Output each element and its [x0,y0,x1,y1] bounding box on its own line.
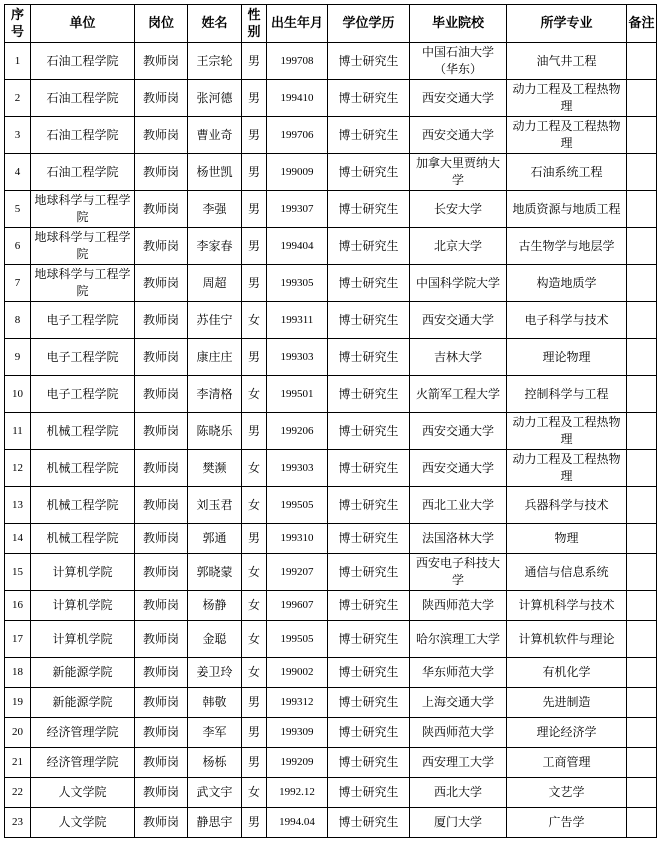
cell-index: 4 [5,154,31,191]
cell-gender: 女 [242,302,267,339]
table-row [5,591,657,621]
cell-school: 西北工业大学 [410,487,507,524]
cell-position: 教师岗 [135,376,188,413]
cell-degree: 博士研究生 [328,376,410,413]
table-row [5,413,657,450]
cell-index: 21 [5,748,31,778]
cell-name: 刘玉君 [188,487,242,524]
table-row [5,524,657,554]
cell-school: 西安电子科技大学 [410,554,507,591]
cell-school: 华东师范大学 [410,658,507,688]
cell-major: 工商管理 [507,748,627,778]
cell-unit: 地球科学与工程学院 [31,228,135,265]
cell-position: 教师岗 [135,43,188,80]
cell-note [627,228,657,265]
cell-school: 法国洛林大学 [410,524,507,554]
cell-gender: 男 [242,808,267,838]
cell-name: 静思宇 [188,808,242,838]
header-index: 序号 [5,5,31,43]
cell-degree: 博士研究生 [328,718,410,748]
cell-gender: 男 [242,339,267,376]
cell-school: 西安交通大学 [410,117,507,154]
cell-name: 张河德 [188,80,242,117]
cell-degree: 博士研究生 [328,591,410,621]
cell-degree: 博士研究生 [328,302,410,339]
table-row [5,339,657,376]
cell-birth: 199206 [267,413,328,450]
cell-school: 中国科学院大学 [410,265,507,302]
cell-birth: 199410 [267,80,328,117]
cell-note [627,748,657,778]
cell-birth: 199307 [267,191,328,228]
header-school: 毕业院校 [410,5,507,43]
cell-unit: 机械工程学院 [31,487,135,524]
cell-major: 理论经济学 [507,718,627,748]
cell-note [627,339,657,376]
cell-birth: 199009 [267,154,328,191]
cell-unit: 石油工程学院 [31,80,135,117]
cell-note [627,487,657,524]
cell-index: 5 [5,191,31,228]
cell-note [627,191,657,228]
cell-name: 杨栎 [188,748,242,778]
personnel-table [4,4,657,838]
cell-school: 哈尔滨理工大学 [410,621,507,658]
table-row [5,265,657,302]
cell-degree: 博士研究生 [328,228,410,265]
header-degree: 学位学历 [328,5,410,43]
cell-school: 西安交通大学 [410,80,507,117]
cell-position: 教师岗 [135,524,188,554]
cell-major: 石油系统工程 [507,154,627,191]
table-body [5,43,657,838]
table-row [5,191,657,228]
cell-unit: 计算机学院 [31,591,135,621]
cell-school: 吉林大学 [410,339,507,376]
cell-degree: 博士研究生 [328,778,410,808]
cell-birth: 1992.12 [267,778,328,808]
table-row [5,80,657,117]
cell-school: 中国石油大学（华东） [410,43,507,80]
cell-index: 19 [5,688,31,718]
cell-index: 11 [5,413,31,450]
cell-school: 西北大学 [410,778,507,808]
cell-degree: 博士研究生 [328,413,410,450]
cell-school: 火箭军工程大学 [410,376,507,413]
cell-note [627,376,657,413]
cell-note [627,302,657,339]
cell-school: 西安理工大学 [410,748,507,778]
cell-position: 教师岗 [135,339,188,376]
cell-unit: 人文学院 [31,778,135,808]
table-row [5,778,657,808]
table-row [5,302,657,339]
cell-degree: 博士研究生 [328,117,410,154]
table-row [5,554,657,591]
table-row [5,621,657,658]
header-major: 所学专业 [507,5,627,43]
cell-index: 1 [5,43,31,80]
cell-unit: 电子工程学院 [31,339,135,376]
cell-name: 王宗轮 [188,43,242,80]
header-note: 备注 [627,5,657,43]
cell-major: 计算机科学与技术 [507,591,627,621]
cell-position: 教师岗 [135,450,188,487]
cell-index: 16 [5,591,31,621]
cell-gender: 男 [242,524,267,554]
header-birth: 出生年月 [267,5,328,43]
cell-school: 西安交通大学 [410,413,507,450]
cell-unit: 机械工程学院 [31,413,135,450]
cell-birth: 199310 [267,524,328,554]
cell-birth: 1994.04 [267,808,328,838]
cell-name: 李强 [188,191,242,228]
cell-birth: 199209 [267,748,328,778]
cell-position: 教师岗 [135,554,188,591]
table-row [5,376,657,413]
cell-school: 长安大学 [410,191,507,228]
cell-school: 陕西师范大学 [410,718,507,748]
cell-birth: 199505 [267,621,328,658]
cell-major: 动力工程及工程热物理 [507,413,627,450]
cell-note [627,154,657,191]
cell-note [627,621,657,658]
cell-degree: 博士研究生 [328,688,410,718]
cell-degree: 博士研究生 [328,487,410,524]
cell-gender: 男 [242,43,267,80]
cell-major: 地质资源与地质工程 [507,191,627,228]
cell-birth: 199305 [267,265,328,302]
cell-birth: 199706 [267,117,328,154]
cell-school: 加拿大里贾纳大学 [410,154,507,191]
cell-unit: 石油工程学院 [31,43,135,80]
cell-position: 教师岗 [135,487,188,524]
cell-name: 姜卫玲 [188,658,242,688]
cell-major: 构造地质学 [507,265,627,302]
cell-birth: 199404 [267,228,328,265]
cell-index: 7 [5,265,31,302]
cell-unit: 石油工程学院 [31,117,135,154]
cell-school: 上海交通大学 [410,688,507,718]
cell-unit: 机械工程学院 [31,524,135,554]
cell-birth: 199312 [267,688,328,718]
cell-note [627,80,657,117]
cell-name: 苏佳宁 [188,302,242,339]
cell-gender: 女 [242,621,267,658]
cell-position: 教师岗 [135,808,188,838]
cell-note [627,808,657,838]
cell-gender: 女 [242,487,267,524]
cell-birth: 199207 [267,554,328,591]
cell-name: 李军 [188,718,242,748]
cell-position: 教师岗 [135,413,188,450]
cell-degree: 博士研究生 [328,339,410,376]
cell-index: 13 [5,487,31,524]
cell-gender: 男 [242,80,267,117]
cell-major: 油气井工程 [507,43,627,80]
cell-degree: 博士研究生 [328,621,410,658]
table-row [5,487,657,524]
cell-name: 陈晓乐 [188,413,242,450]
cell-position: 教师岗 [135,778,188,808]
cell-note [627,554,657,591]
cell-degree: 博士研究生 [328,80,410,117]
cell-note [627,265,657,302]
header-row [5,5,657,43]
cell-name: 郭晓蒙 [188,554,242,591]
table-row [5,117,657,154]
cell-gender: 男 [242,117,267,154]
cell-note [627,43,657,80]
cell-gender: 男 [242,265,267,302]
cell-name: 武文宇 [188,778,242,808]
cell-major: 计算机软件与理论 [507,621,627,658]
cell-unit: 电子工程学院 [31,376,135,413]
cell-gender: 女 [242,450,267,487]
cell-index: 2 [5,80,31,117]
cell-degree: 博士研究生 [328,808,410,838]
cell-index: 12 [5,450,31,487]
cell-gender: 男 [242,718,267,748]
cell-unit: 计算机学院 [31,554,135,591]
cell-name: 杨世凯 [188,154,242,191]
cell-index: 15 [5,554,31,591]
cell-degree: 博士研究生 [328,265,410,302]
cell-birth: 199309 [267,718,328,748]
table-row [5,688,657,718]
cell-index: 8 [5,302,31,339]
cell-unit: 经济管理学院 [31,748,135,778]
cell-note [627,450,657,487]
cell-school: 北京大学 [410,228,507,265]
table-row [5,748,657,778]
cell-position: 教师岗 [135,658,188,688]
cell-major: 理论物理 [507,339,627,376]
cell-name: 李家春 [188,228,242,265]
cell-index: 6 [5,228,31,265]
cell-birth: 199303 [267,450,328,487]
cell-position: 教师岗 [135,154,188,191]
cell-index: 9 [5,339,31,376]
cell-major: 古生物学与地层学 [507,228,627,265]
cell-index: 22 [5,778,31,808]
cell-major: 控制科学与工程 [507,376,627,413]
table-row [5,228,657,265]
cell-index: 23 [5,808,31,838]
cell-position: 教师岗 [135,748,188,778]
cell-index: 20 [5,718,31,748]
cell-degree: 博士研究生 [328,450,410,487]
cell-unit: 经济管理学院 [31,718,135,748]
cell-gender: 女 [242,658,267,688]
cell-name: 周超 [188,265,242,302]
cell-degree: 博士研究生 [328,748,410,778]
cell-school: 西安交通大学 [410,450,507,487]
table-row [5,718,657,748]
cell-birth: 199501 [267,376,328,413]
cell-birth: 199607 [267,591,328,621]
cell-note [627,591,657,621]
cell-major: 有机化学 [507,658,627,688]
cell-position: 教师岗 [135,80,188,117]
cell-gender: 女 [242,376,267,413]
cell-gender: 男 [242,228,267,265]
cell-position: 教师岗 [135,117,188,154]
cell-major: 动力工程及工程热物理 [507,117,627,154]
cell-degree: 博士研究生 [328,154,410,191]
cell-position: 教师岗 [135,228,188,265]
cell-position: 教师岗 [135,591,188,621]
cell-index: 3 [5,117,31,154]
table-row [5,43,657,80]
cell-degree: 博士研究生 [328,524,410,554]
cell-index: 18 [5,658,31,688]
cell-position: 教师岗 [135,688,188,718]
cell-major: 物理 [507,524,627,554]
cell-gender: 女 [242,591,267,621]
cell-index: 10 [5,376,31,413]
cell-name: 曹业奇 [188,117,242,154]
cell-name: 韩敬 [188,688,242,718]
cell-gender: 男 [242,688,267,718]
cell-major: 先进制造 [507,688,627,718]
cell-birth: 199002 [267,658,328,688]
cell-unit: 地球科学与工程学院 [31,191,135,228]
cell-unit: 新能源学院 [31,658,135,688]
cell-gender: 男 [242,748,267,778]
cell-note [627,524,657,554]
cell-unit: 人文学院 [31,808,135,838]
cell-name: 康庄庄 [188,339,242,376]
cell-gender: 男 [242,154,267,191]
cell-school: 西安交通大学 [410,302,507,339]
cell-name: 金聪 [188,621,242,658]
cell-major: 文艺学 [507,778,627,808]
cell-note [627,658,657,688]
header-position: 岗位 [135,5,188,43]
cell-degree: 博士研究生 [328,554,410,591]
cell-index: 17 [5,621,31,658]
cell-gender: 男 [242,191,267,228]
header-name: 姓名 [188,5,242,43]
cell-note [627,117,657,154]
cell-unit: 新能源学院 [31,688,135,718]
cell-position: 教师岗 [135,718,188,748]
cell-gender: 女 [242,778,267,808]
cell-degree: 博士研究生 [328,43,410,80]
cell-unit: 石油工程学院 [31,154,135,191]
table-row [5,808,657,838]
cell-position: 教师岗 [135,265,188,302]
cell-major: 广告学 [507,808,627,838]
cell-name: 樊濒 [188,450,242,487]
cell-unit: 机械工程学院 [31,450,135,487]
table-row [5,154,657,191]
cell-school: 陕西师范大学 [410,591,507,621]
cell-name: 李清格 [188,376,242,413]
header-gender: 性别 [242,5,267,43]
cell-degree: 博士研究生 [328,658,410,688]
cell-position: 教师岗 [135,191,188,228]
table-row [5,658,657,688]
cell-major: 兵器科学与技术 [507,487,627,524]
cell-major: 动力工程及工程热物理 [507,80,627,117]
cell-major: 动力工程及工程热物理 [507,450,627,487]
cell-note [627,688,657,718]
cell-note [627,718,657,748]
table-row [5,450,657,487]
cell-index: 14 [5,524,31,554]
cell-major: 电子科学与技术 [507,302,627,339]
cell-unit: 计算机学院 [31,621,135,658]
cell-unit: 电子工程学院 [31,302,135,339]
header-unit: 单位 [31,5,135,43]
cell-school: 厦门大学 [410,808,507,838]
cell-unit: 地球科学与工程学院 [31,265,135,302]
cell-note [627,778,657,808]
cell-gender: 男 [242,413,267,450]
cell-birth: 199708 [267,43,328,80]
cell-major: 通信与信息系统 [507,554,627,591]
cell-birth: 199311 [267,302,328,339]
cell-name: 杨静 [188,591,242,621]
cell-note [627,413,657,450]
cell-name: 郭通 [188,524,242,554]
cell-birth: 199505 [267,487,328,524]
cell-birth: 199303 [267,339,328,376]
cell-position: 教师岗 [135,621,188,658]
cell-gender: 女 [242,554,267,591]
cell-position: 教师岗 [135,302,188,339]
cell-degree: 博士研究生 [328,191,410,228]
